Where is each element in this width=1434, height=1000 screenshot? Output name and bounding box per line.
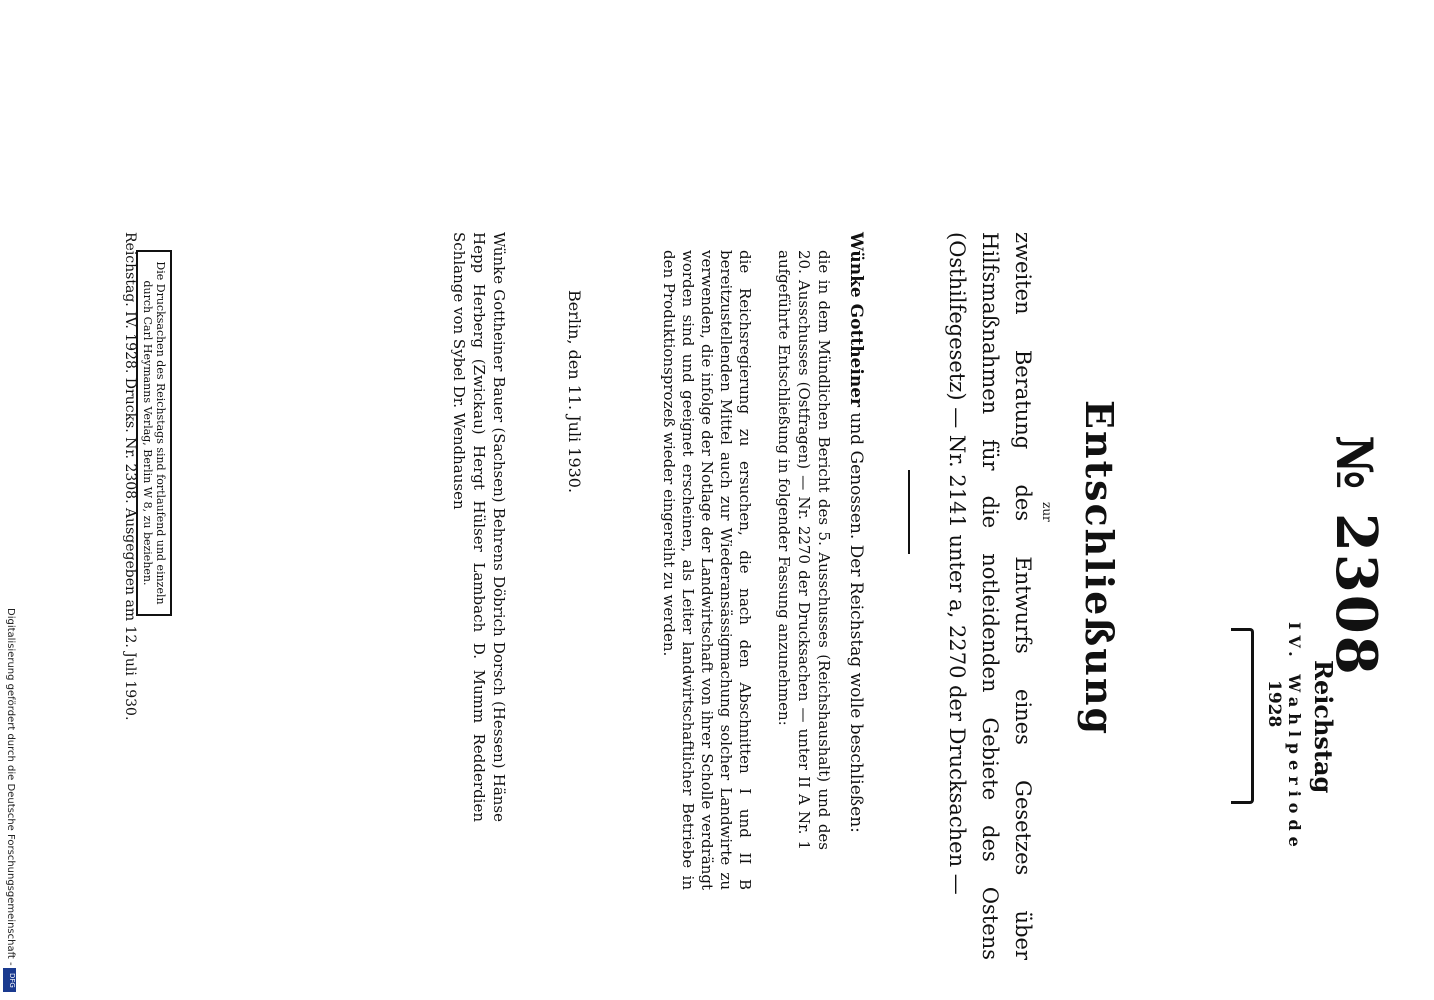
digitization-watermark: Digitalisierung gefördert durch die Deutsche Forschungsgemeinschaft - [5, 608, 16, 966]
lead-paragraph: zweiten Beratung des Entwurfs eines Gesetzes über Hilfsmaßnahmen für die notleidenden Gebiete des Ostens (Osthilfegesetz) — Nr. 2141 unter a, 2270 der Drucksachen — [945, 232, 1035, 960]
number-prefix: № [1325, 435, 1384, 492]
dfg-logo-icon: DFG [3, 968, 16, 992]
motion-signers: Wünke Gottheiner [846, 232, 866, 407]
motion-line [846, 232, 866, 833]
section-divider [908, 470, 910, 554]
motion-text: und Genossen. Der Reichstag wolle beschließen: [846, 412, 866, 833]
watermark-area [0, 600, 20, 1000]
document-title: Entschließung [1077, 400, 1122, 737]
body-name: Reichstag [1309, 660, 1338, 794]
period-label: IV. Wahlperiode [1285, 622, 1304, 853]
number-value: 2308 [1323, 512, 1389, 677]
title-connector: zur [1040, 502, 1054, 522]
distribution-notice: Die Drucksachen des Reichstags sind fortlaufend und einzeln durch Carl Heymanns Verlag, Berlin W 8, zu beziehen. [136, 250, 172, 616]
header-bracket [1231, 628, 1254, 804]
signers-list: Wünke Gottheiner Bauer (Sachsen) Behrens Döbrich Dorsch (Hessen) Hänse Hepp Herberg (Zwickau) Hergt Hülser Lambach D. Mumm Redderdien Schlange von Sybel Dr. Wendhausen [450, 232, 508, 822]
document-number [1323, 435, 1389, 677]
body-paragraph-1: die in dem Mündlichen Bericht des 5. Ausschusses (Reichshaushalt) und des 20. Ausschusses (Ostfragen) — Nr. 2270 der Drucksachen — unter II A Nr. 1 aufgeführte Entschließung in folgender Fassung anzunehmen: [775, 250, 833, 850]
date-line: Berlin, den 11. Juli 1930. [565, 290, 584, 494]
footer-line: Reichstag. IV. 1928. Drucks. Nr. 2308. Ausgegeben am 12. Juli 1930. [122, 232, 138, 721]
side-strip [0, 0, 20, 1000]
body-paragraph-2: die Reichsregierung zu ersuchen, die nach den Abschnitten I und II B bereitzustellenden Mittel auch zur Wiederansässigmachung solcher Landwirte zu verwenden, die infolge der Notlage der Landwirtschaft von ihrer Scholle verdrängt worden sind und geeignet erscheinen, als Leiter landwirtschaftlicher Betriebe in den Produktionsprozeß wieder eingereiht zu werden. [660, 250, 754, 890]
period-year: 1928 [1264, 680, 1284, 728]
